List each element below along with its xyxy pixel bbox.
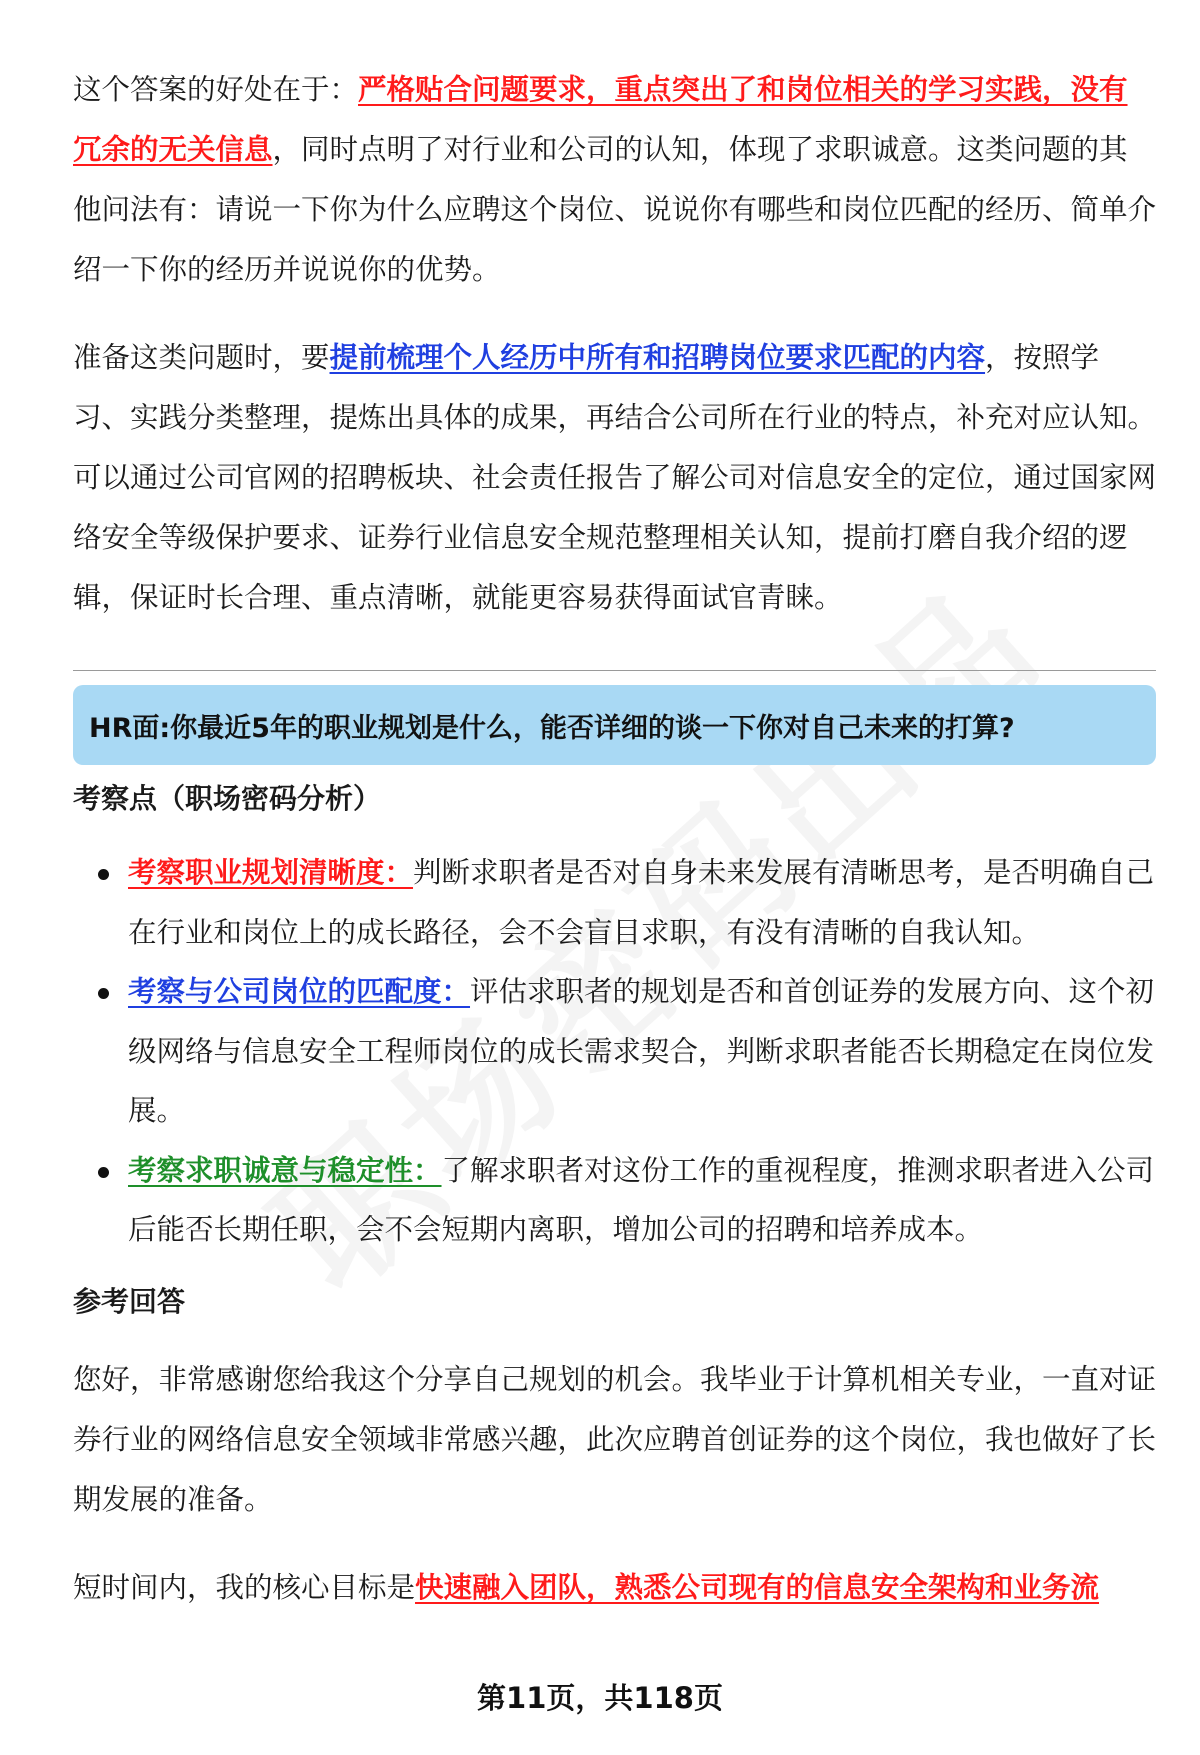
analysis-heading: 考察点（职场密码分析）: [73, 782, 382, 815]
paragraph-answer-benefit: [73, 60, 1156, 300]
analysis-item: [73, 1141, 1156, 1260]
highlight-text: 严格贴合问题要求，重点突出了和岗位相关的学习实践，没有冗余的无关信息: [73, 73, 1128, 166]
page-footer: 第11页，共118页: [477, 1681, 723, 1715]
page-content: [73, 60, 1156, 1618]
paragraph-text: 准备这类问题时，要: [73, 341, 330, 374]
question-text: HR面:你最近5年的职业规划是什么，能否详细的谈一下你对自己未来的打算?: [89, 712, 1015, 744]
bullet-dot-icon: [98, 869, 109, 880]
analysis-item-label: 考察与公司岗位的匹配度：: [128, 975, 471, 1008]
highlight-text: 提前梳理个人经历中所有和招聘岗位要求匹配的内容: [329, 341, 986, 374]
bullet-dot-icon: [98, 1167, 109, 1178]
analysis-item-text: 判断求职者是否对自身未来发展有清晰思考，是否明确自己在行业和岗位上的成长路径，会不会盲目求职，有没有清晰的自我认知。: [128, 856, 1155, 949]
analysis-item-text: 评估求职者的规划是否和首创证券的发展方向、这个初级网络与信息安全工程师岗位的成长需求契合，判断求职者能否长期稳定在岗位发展。: [128, 975, 1155, 1127]
paragraph-text: ，同时点明了对行业和公司的认知，体现了求职诚意。这类问题的其他问法有：请说一下你为什么应聘这个岗位、说说你有哪些和岗位匹配的经历、简单介绍一下你的经历并说说你的优势。: [73, 133, 1157, 286]
analysis-item-label: 考察职业规划清晰度：: [128, 856, 414, 889]
analysis-item-text: 了解求职者对这份工作的重视程度，推测求职者进入公司后能否长期任职，会不会短期内离职，增加公司的招聘和培养成本。: [128, 1153, 1155, 1246]
answer-paragraph-2: [73, 1558, 1156, 1618]
analysis-item: [73, 962, 1156, 1141]
paragraph-text: 这个答案的好处在于：: [73, 73, 359, 106]
section-divider: [73, 670, 1156, 671]
answer-paragraph: 您好，非常感谢您给我这个分享自己规划的机会。我毕业于计算机相关专业，一直对证券行业的网络信息安全领域非常感兴趣，此次应聘首创证券的这个岗位，我也做好了长期发展的准备。: [73, 1362, 1157, 1516]
question-box: [73, 685, 1156, 765]
highlight-text: 快速融入团队，熟悉公司现有的信息安全架构和业务流: [415, 1570, 1100, 1604]
bullet-dot-icon: [98, 988, 109, 999]
paragraph-preparation: [73, 328, 1156, 628]
analysis-item: [73, 843, 1156, 962]
analysis-item-label: 考察求职诚意与稳定性：: [128, 1153, 442, 1187]
paragraph-text: 短时间内，我的核心目标是: [73, 1570, 416, 1604]
paragraph-text: ，按照学习、实践分类整理，提炼出具体的成果，再结合公司所在行业的特点，补充对应认知。可以通过公司官网的招聘板块、社会责任报告了解公司对信息安全的定位，通过国家网络安全等级保护要求、证券行业信息安全规范整理相关认知，提前打磨自我介绍的逻辑，保证时长合理、重点清晰，就能更容易获得面试官青睐。: [73, 341, 1157, 614]
answer-heading: 参考回答: [73, 1284, 186, 1318]
analysis-list: [73, 843, 1156, 1260]
